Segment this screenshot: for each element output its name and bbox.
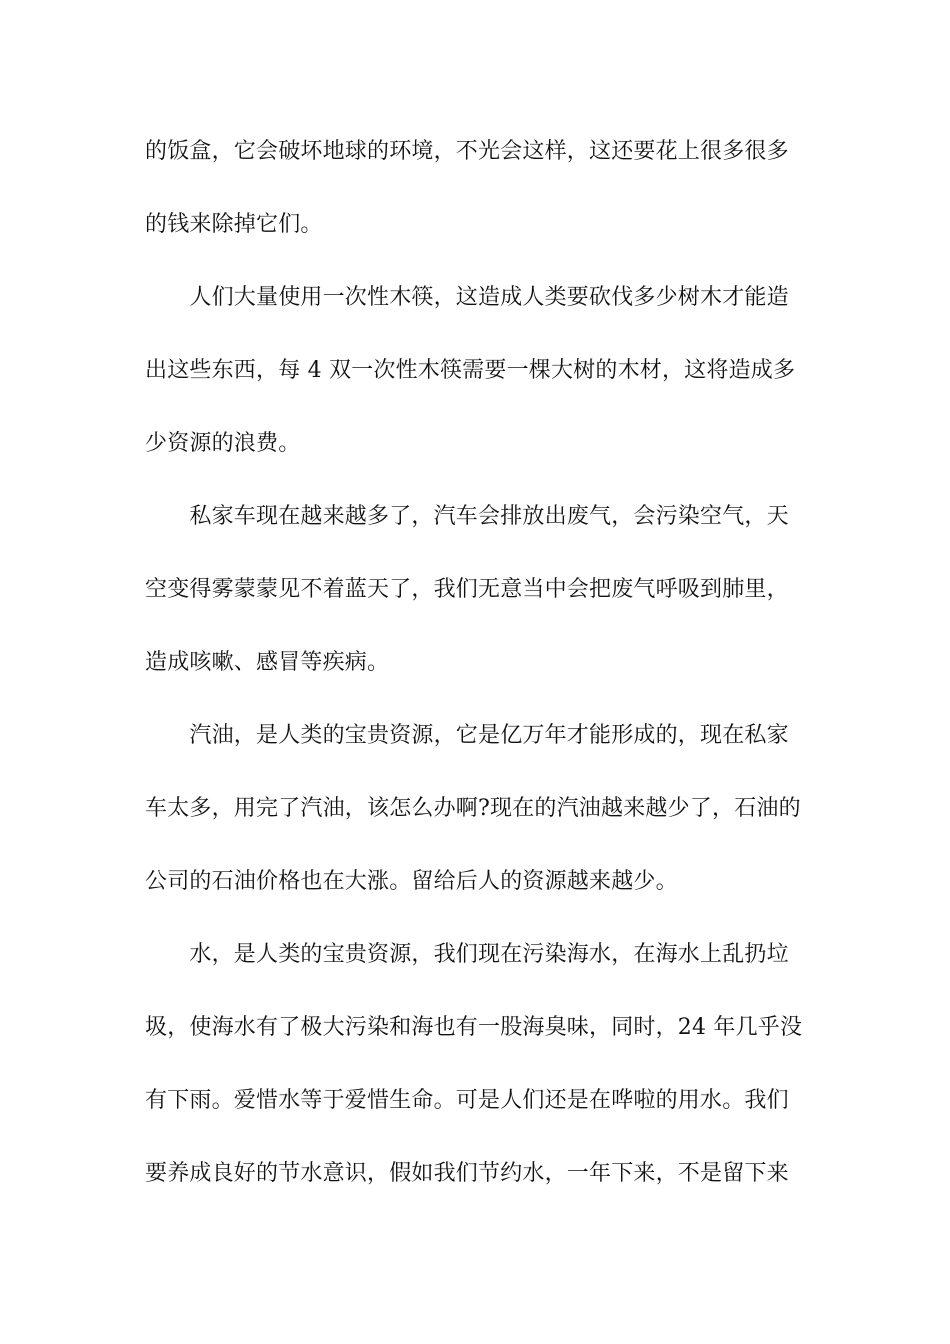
text-line: 的饭盒，它会破坏地球的环境，不光会这样，这还要花上很多很多 <box>145 139 789 164</box>
text-line: 圾，使海水有了极大污染和海也有一股海臭味，同时，24 年几乎没 <box>145 1015 803 1040</box>
text-line: 出这些东西，每 4 双一次性木筷需要一棵大树的木材，这将造成多 <box>145 358 796 383</box>
text-line: 私家车现在越来越多了，汽车会排放出废气，会污染空气，天 <box>145 504 789 529</box>
text-line: 有下雨。爱惜水等于爱惜生命。可是人们还是在哗啦的用水。我们 <box>145 1088 789 1113</box>
text-line: 汽油，是人类的宝贵资源，它是亿万年才能形成的，现在私家 <box>145 723 789 748</box>
text-line: 造成咳嗽、感冒等疾病。 <box>145 650 390 675</box>
text-line: 要养成良好的节水意识，假如我们节约水，一年下来，不是留下来 <box>145 1161 789 1186</box>
text-line: 空变得雾蒙蒙见不着蓝天了，我们无意当中会把废气呼吸到肺里， <box>145 577 789 602</box>
text-line: 的钱来除掉它们。 <box>145 212 323 237</box>
text-line: 公司的石油价格也在大涨。留给后人的资源越来越少。 <box>145 869 678 894</box>
text-line: 人们大量使用一次性木筷，这造成人类要砍伐多少树木才能造 <box>145 285 789 310</box>
text-line: 车太多，用完了汽油，该怎么办啊?现在的汽油越来越少了，石油的 <box>145 796 801 821</box>
text-line: 少资源的浪费。 <box>145 431 301 456</box>
text-line: 水，是人类的宝贵资源，我们现在污染海水，在海水上乱扔垃 <box>145 942 789 967</box>
